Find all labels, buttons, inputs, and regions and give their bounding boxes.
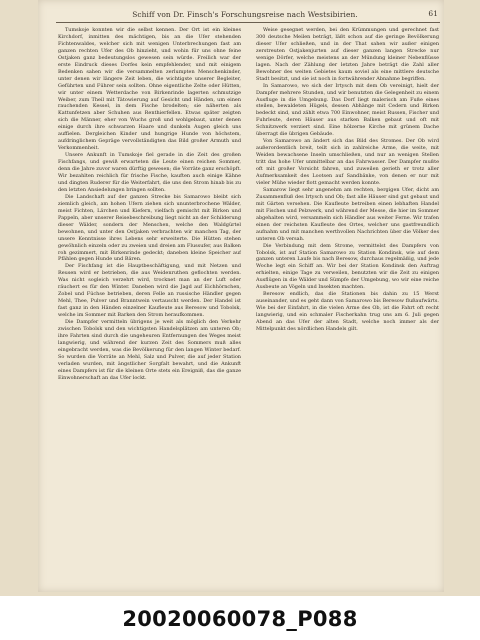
paragraph: Tumskoje konnten wir die selbst kennen. Der Ort ist ein kleines Kirchdorf, inmitten des mächtigen, bis an die Ufer stehenden Fichtenwaldes, welcher sich mit wenigen Unterbrechungen fast am ganzen rechten Ufer des Ob hinzieht, und wohin für uns ohne feine Ostjaken ganz bedeutungslos gewesen sein würde. Freilich war der erste Eindruck dieses Dorfes kein empfehlender, und mit einigem Bedenken sahen wir die versammelten zerlumpten Menschenkinder, unter denen wir längere Zeit leben, die wichtigste unserer Begleiter, Geführten und Führer sein sollten. Ohne eigentliche Zelte oder Hütten, wir unter einem Wetterdache von Birkenrinde lagerten schmutzige Weiber, zum Theil mit Tätowierung auf Gesicht und Händen, um einen rauchenden Kessel, in dem Fische brodelten; sie näherten als Kattunfetzen aber Schuhen aus Renthierfellen. Etwas später zeigten sich die Männer, eher von Wuchs groß und wohlgebaut, unter denen einige durch ihre schwarzen Haare und dunkeln Augen gleich uns auffielen. Dergleichen Kinder und hungrige Hunde von höchstem, aufdringlichem Gepräge vervollständigten das Bild großer Armuth und Verkommenheit. — [58, 27, 241, 152]
paragraph: Weise gesegnet werden, bei den Krümmungen und gerechnet fast 300 deutsche Meilen beträgt, läßt schon auf die geringe Bevölkerung dieser Ufer schließen, und in der That sahen wir außer einigen zerstreuten Ostjakenjurten auf dieser ganzen langen Strecke nur wenige Dörfer, welche meistens an der Mündung kleiner Nebenflüsse lagen. Nach der Zählung der letzten Jahre beträgt die Zahl aller Bewohner des weiten Gebietes kaum soviel als eine mittlere deutsche Stadt besitzt, und sie ist noch in fortwährender Abnahme begriffen. — [256, 27, 439, 82]
paragraph: Samarow liegt sehr angenehm am rechten, bergigen Ufer, dicht am Zusammenfluß des Irtysch und Ob; fast alle Häuser sind gut gebaut und mit Gärten versehen. Die Kaufleute betreiben einen lebhaften Handel mit Fischen und Pelzwerk, und während der Messe, die hier im Sommer abgehalten wird, versammeln sich Händler aus weiter Ferne. Wir trafen einen der reichsten Kaufleute des Ortes, welcher uns gastfreundlich aufnahm und mit manchen werthvollen Nachrichten über die Völker des unteren Ob versah. — [256, 186, 439, 242]
paragraph: Von Samarowo an ändert sich das Bild des Stromes. Der Ob wird außerordentlich breit, teilt sich in zahlreiche Arme, die weite, mit Weiden bewachsene Inseln umschließen, und nur an wenigen Stellen tritt das hohe Ufer unmittelbar an das Fahrwasser. Der Dampfer mußte oft mit großer Vorsicht fahren, und zuweilen gerieth er trotz aller Aufmerksamkeit des Lootsen auf Sandbänke, von denen er nur mit vieler Mühe wieder flott gemacht werden konnte. — [256, 138, 439, 186]
paragraph: In Samarowo, wo sich der Irtysch mit dem Ob vereinigt, hielt der Dampfer mehrere Stunden, und wir benutzten die Gelegenheit zu einem Ausfluge in die Umgebung. Das Dorf liegt malerisch am Fuße eines steilen, bewaldeten Hügels, dessen Abhänge mit Cedern und Birken bedeckt sind, und zählt etwa 700 Einwohner, meist Russen, Fischer und Fuhrleute, deren Häuser aus starken Balken gebaut und oft mit Schnitzwerk verziert sind. Eine hölzerne Kirche mit grünem Dache überragt die übrigen Gebäude. — [256, 82, 439, 138]
header-rule — [56, 22, 440, 23]
paragraph: Die Dampfer vermitteln übrigens je weit als möglich den Verkehr zwischen Tobolsk und den wichtigsten Handelsplätzen am unteren Ob; ihre Fahrten sind durch die ungeheuren Entfernungen des Weges meist langwierig, und während der kurzen Zeit des Sommers muß alles eingebracht werden, was die Bevölkerung für den langen Winter bedarf. So wurden die Vorräte an Mehl, Salz und Pulver, die auf jeder Station verladen wurden, mit ängstlicher Sorgfalt bewahrt, und die Ankunft eines Dampfers ist für die kleinen Orte stets ein Ereigniß, das die ganze Einwohnerschaft an das Ufer lockt. — [58, 319, 241, 381]
paragraph: Unsere Ankunft in Tumskoje fiel gerade in die Zeit des großen Fischfangs, und gewiß erwarteten die Leute einen reichen Sommer, denn die Jahre zuvor waren dürftig gewesen; die Vorräte ganz erschöpft. Wir bezahlten reichlich für frische Fische, kauften auch einige Kähne und dingten Ruderer für die Weiterfahrt, die uns den Strom hinab bis zu den letzten Ansiedelungen bringen sollten. — [58, 152, 241, 193]
text-column-right — [256, 27, 439, 584]
archive-id-caption: 20020060078_P088 — [122, 607, 358, 631]
paragraph: Der Fischfang ist die Hauptbeschäftigung, und mit Netzen und Reusen wird er betrieben, die aus Weidenruthen geflochten werden. Was nicht sogleich verzehrt wird, trocknet man an der Luft oder räuchert es für den Winter. Daneben wird die Jagd auf Eichhörnchen, Zobel und Füchse betrieben, deren Felle an russische Händler gegen Mehl, Thee, Pulver und Branntwein vertauscht werden. Der Handel ist fast ganz in den Händen einzelner Kaufleute aus Beresow und Tobolsk, welche im Sommer mit Barken den Strom heraufkommen. — [58, 263, 241, 319]
paragraph: Beresow endlich, das die Stationen bis dahin zu 15 Werst auseinander, und es geht dann von Samarowo bis Beresow flußaufwärts. Wie bei der Einfahrt, in die vielen Arme des Ob, ist die Fahrt oft recht langwierig, und ein schmaler Fischerkahn trug uns am 6. Juli gegen Abend an das Ufer der alten Stadt, welche noch immer als der Mittelpunkt des nördlichen Handels gilt. — [256, 291, 439, 332]
running-title: Schiff von Dr. Finsch's Forschungsreise nach Westsibirien. — [132, 9, 358, 19]
paragraph: Die Verbindung mit dem Strome, vermittelst des Dampfers von Tobolsk, ist auf Station Samarowo zu Station Kondinsk, wie auf dem ganzen unteren Laufe bis nach Beresow, durchaus regelmäßig, und jede Woche legt ein Schiff an. Wir bei der Station Kondinsk den Auftrag erhielten, einige Tage zu verweilen, benutzten wir die Zeit zu einigen Ausflügen in die Wälder und Sümpfe der Umgebung, wo wir eine reiche Ausbeute an Vögeln und Insekten machten. — [256, 242, 439, 291]
paragraph: Die Landschaft auf der ganzen Strecke bis Samarowo bleibt sich ziemlich gleich, am hohen Ufern ziehen sich ununterbrochene Wälder, meist Fichten, Lärchen und Kiefern, vielfach gemischt mit Birken und Pappeln, aber unserer Reisebeschreibung liegt nicht an der Schilderung dieser Wälder, sondern der Menschen, welche den Waldgürtel bewohnen, und unter den Ostjaken verbrachten wir manchen Tag, der unsere Kenntnisse ihres Lebens sehr erweiterte. Die Hütten stehen gewöhnlich einzeln oder zu zweien und dreien am Flussufer, aus Balken roh gezimmert, mit Birkenrinde gedeckt; daneben kleine Speicher auf Pfählen gegen Hunde und Bären. — [58, 193, 241, 263]
text-column-left — [58, 27, 241, 584]
running-header — [52, 6, 438, 22]
page-number: 61 — [428, 9, 438, 18]
